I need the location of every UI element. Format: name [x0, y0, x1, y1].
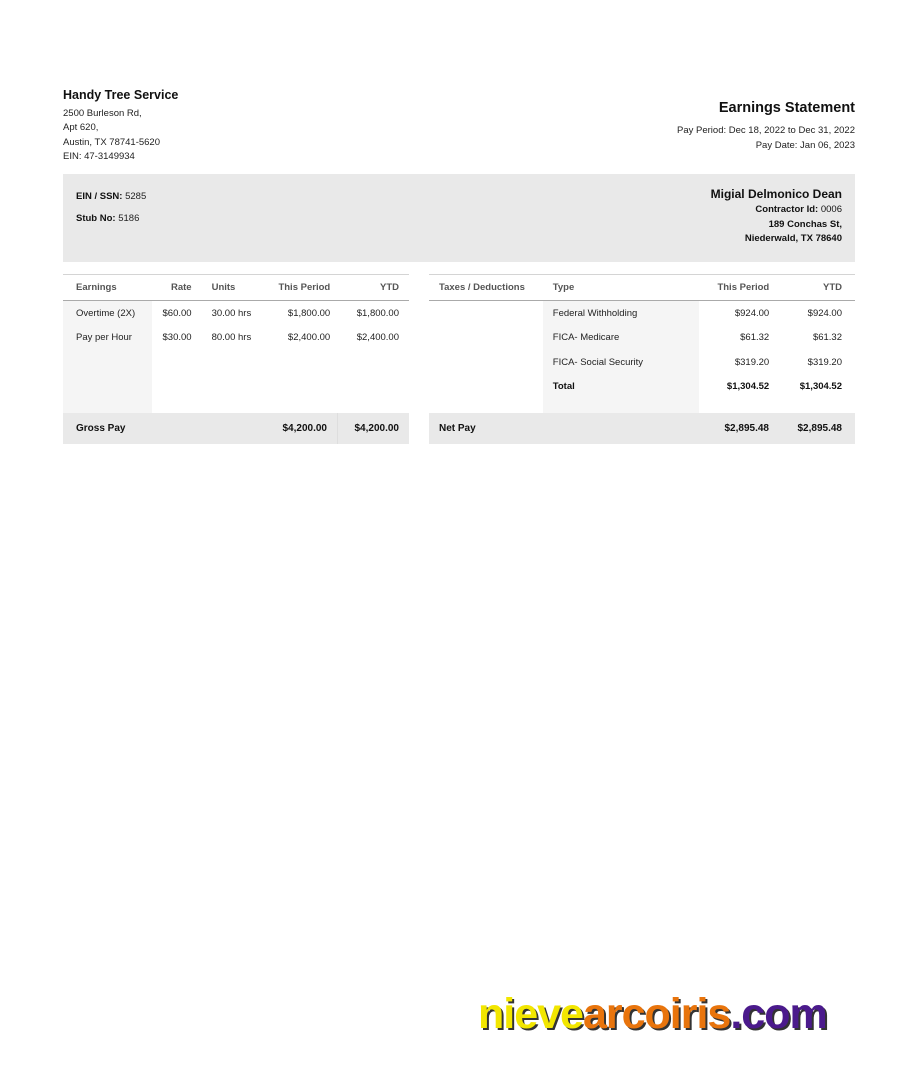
ein-ssn-label: EIN / SSN: [76, 191, 123, 202]
contractor-value: 0006 [818, 204, 842, 215]
deduction-type: FICA- Medicare [543, 326, 700, 351]
total-ytd: $1,304.52 [799, 381, 842, 393]
empty-row [63, 350, 409, 375]
company-name: Handy Tree Service [63, 88, 179, 102]
employee-name: Migial Delmonico Dean [710, 187, 842, 201]
col-units: Units [202, 275, 266, 301]
statement-meta [677, 123, 855, 153]
watermark-logo [478, 990, 827, 1039]
company-address [63, 107, 160, 164]
deduction-ytd: $61.32 [812, 332, 842, 344]
gross-pay-row [63, 413, 409, 444]
statement-title: Earnings Statement [718, 100, 855, 116]
contractor-label: Contractor Id: [755, 204, 819, 215]
gross-pay-period: $4,200.00 [263, 413, 338, 444]
employee-info-band [63, 174, 855, 262]
empty-row [63, 375, 409, 400]
gross-pay-label: Gross Pay [76, 423, 126, 434]
col-this-period: This Period [266, 275, 340, 301]
deduction-ytd: $924.00 [807, 307, 842, 319]
pay-period: Pay Period: Dec 18, 2022 to Dec 31, 2022 [677, 125, 855, 136]
earning-rate: $60.00 [162, 307, 192, 319]
earning-units: 80.00 hrs [211, 332, 252, 344]
earning-period: $1,800.00 [287, 307, 331, 319]
deduction-period: $61.32 [740, 332, 770, 344]
watermark-part2: arcoiris [582, 990, 731, 1038]
col-this-period: This Period [699, 275, 782, 301]
table-row [429, 326, 855, 351]
watermark-part3: .com [730, 990, 827, 1038]
employee-address-line2: Niederwald, TX 78640 [744, 233, 842, 244]
deductions-table [429, 274, 855, 416]
earnings-header-row [63, 275, 409, 301]
net-pay-row [429, 413, 855, 444]
total-period: $1,304.52 [726, 381, 770, 393]
table-row [63, 301, 409, 326]
company-ein: EIN: 47-3149934 [63, 150, 135, 162]
earning-units: 30.00 hrs [211, 307, 252, 319]
earnings-table [63, 274, 409, 416]
deduction-period: $319.20 [734, 356, 770, 368]
deduction-type: FICA- Social Security [543, 350, 700, 375]
deduction-ytd: $319.20 [807, 356, 842, 368]
deductions-header-row [429, 275, 855, 301]
employee-info [711, 186, 842, 247]
deduction-period: $924.00 [734, 307, 770, 319]
table-row [429, 301, 855, 326]
total-label: Total [543, 375, 700, 400]
company-address-line3: Austin, TX 78741-5620 [63, 136, 161, 148]
earning-period: $2,400.00 [287, 332, 331, 344]
earning-rate: $30.00 [162, 332, 192, 344]
earning-ytd: $2,400.00 [356, 332, 399, 344]
ein-ssn [76, 186, 146, 208]
deductions-total-row [429, 375, 855, 400]
table-row [63, 326, 409, 351]
net-pay-label: Net Pay [439, 423, 476, 434]
col-taxes-deductions: Taxes / Deductions [429, 275, 543, 301]
stub-number [76, 208, 146, 230]
deduction-type: Federal Withholding [543, 301, 700, 326]
earning-name: Pay per Hour [63, 326, 152, 351]
col-earnings: Earnings [63, 275, 152, 301]
earning-name: Overtime (2X) [63, 301, 152, 326]
col-type: Type [543, 275, 700, 301]
company-address-line2: Apt 620, [63, 122, 99, 134]
stub-info [76, 186, 146, 230]
ein-ssn-value: 5285 [122, 191, 147, 202]
col-ytd: YTD [340, 275, 409, 301]
contractor-id [711, 203, 842, 218]
stub-label: Stub No: [76, 213, 116, 224]
col-ytd: YTD [782, 275, 855, 301]
net-pay-period: $2,895.48 [724, 423, 769, 434]
net-pay-ytd: $2,895.48 [797, 423, 842, 434]
company-address-line1: 2500 Burleson Rd, [63, 108, 142, 119]
pay-date: Pay Date: Jan 06, 2023 [755, 140, 855, 151]
stub-value: 5186 [115, 213, 140, 224]
employee-address-line1: 189 Conchas St, [768, 218, 842, 230]
earning-ytd: $1,800.00 [356, 307, 399, 319]
watermark-part1: nieve [478, 990, 583, 1038]
col-rate: Rate [152, 275, 202, 301]
gross-pay-ytd: $4,200.00 [354, 423, 399, 434]
table-row [429, 350, 855, 375]
